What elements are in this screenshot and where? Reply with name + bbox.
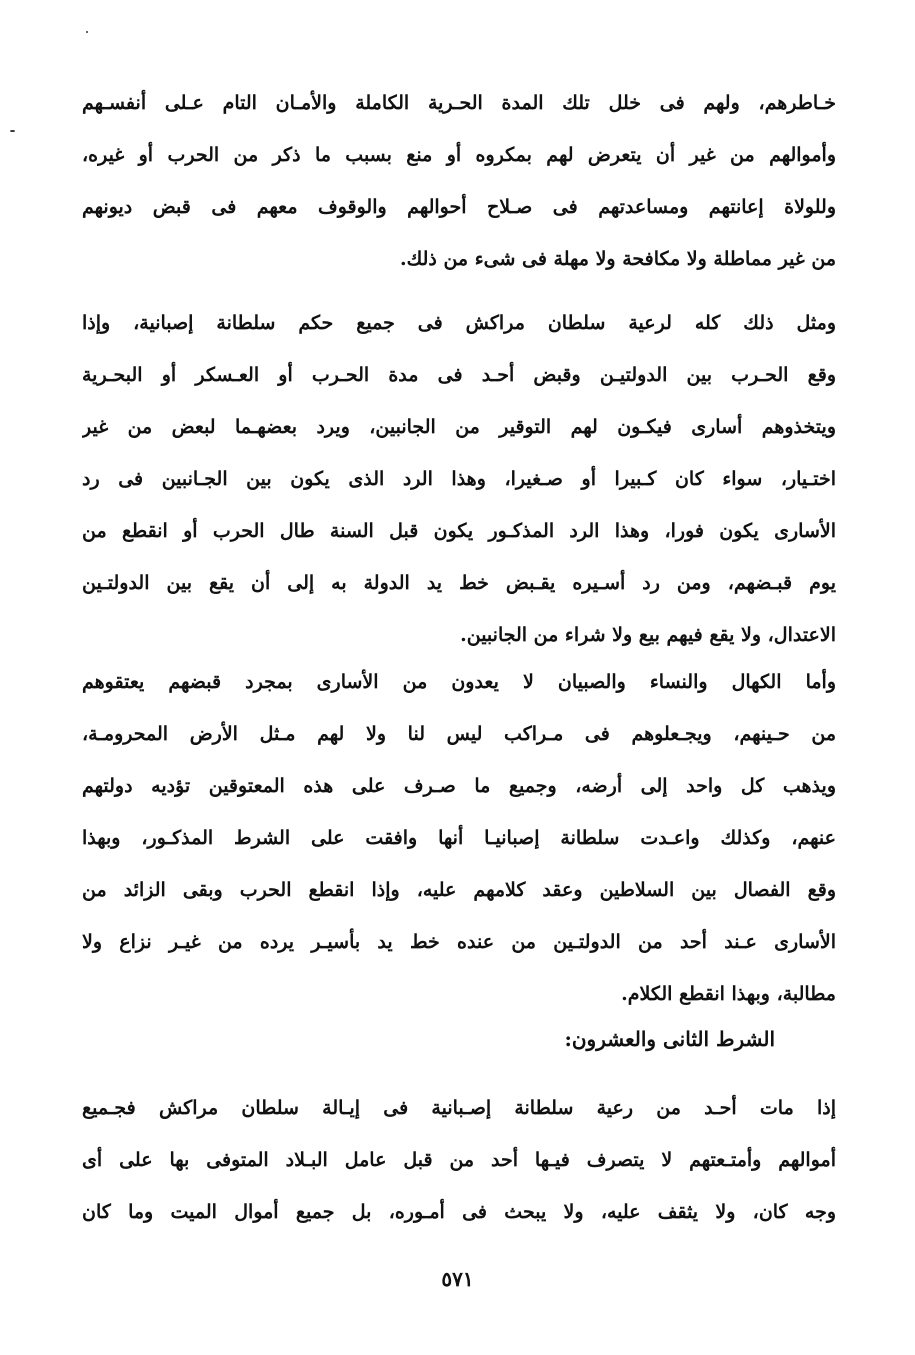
text-line: وقع الحـرب بين الدولتيـن وقبض أحـد فى مدة الحـرب أو العـسكر أو البحـرية (82, 364, 836, 386)
text-line: وقع الفصال بين السلاطين وعقد كلامهم عليه، وإذا انقطع الحرب وبقى الزائد من (82, 879, 836, 901)
text-line: عنهم، وكذلك واعـدت سلطانة إصبانيـا أنها وافقت على الشرط المذكـور، وبهذا (82, 827, 836, 849)
text-line: يوم قبـضهم، ومن رد أسـيره يقـبض خط يد الدولة به إلى أن يقع بين الدولتـين (82, 572, 836, 594)
text-line: وجه كان، ولا يثقف عليه، ولا يبحث فى أمـوره، بل جميع أموال الميت وما كان (82, 1201, 836, 1223)
paragraph-1 (82, 77, 836, 285)
text-line: ويتخذوهم أسارى فيكـون لهم التوقير من الجانبين، ويرد بعضهـما لبعض من غير (82, 416, 836, 438)
text-line: أموالهم وأمتـعتهم لا يتصرف فيـها أحد من قبل عامل البـلاد المتوفى بها على أى (82, 1149, 836, 1171)
text-line: من غير مماطلة ولا مكافحة ولا مهلة فى شىء من ذلك. (399, 248, 836, 270)
page-number: ٥٧١ (441, 1267, 474, 1291)
paragraph-4 (82, 1082, 836, 1238)
paragraph-2 (82, 297, 836, 661)
text-line: مطالبة، وبهذا انقطع الكلام. (621, 983, 836, 1005)
text-line: من حـينهم، ويجـعلوهم فى مـراكب ليس لنا ولا لهم مـثل الأرض المحرومـة، (82, 723, 836, 745)
text-line: ومثل ذلك كله لرعية سلطان مراكش فى جميع حكم سلطانة إصبانية، وإذا (82, 312, 836, 334)
text-line: ويذهب كل واحد إلى أرضه، وجميع ما صـرف على هذه المعتوقين تؤديه دولتهم (82, 775, 836, 797)
text-line: الأسارى عـند أحد من الدولتـين من عنده خط يد بأسيـر يرده من غيـر نزاع ولا (82, 931, 836, 953)
text-line: وأموالهم من غير أن يتعرض لهم بمكروه أو منع بسبب ما ذكر من الحرب أو غيره، (82, 144, 836, 166)
scan-speck (86, 31, 88, 33)
text-line: الأسارى يكون فورا، وهذا الرد المذكـور يكون قبل السنة طال الحرب أو انقطع من (82, 520, 836, 542)
paragraph-3 (82, 656, 836, 1020)
text-line: وأما الكهال والنساء والصبيان لا يعدون من الأسارى بمجرد قبضهم يعتقوهم (82, 671, 836, 693)
text-line: الاعتدال، ولا يقع فيهم بيع ولا شراء من الجانبين. (460, 624, 836, 646)
scan-speck (10, 130, 15, 132)
text-line: وللولاة إعانتهم ومساعدتهم فى صـلاح أحوالهم والوقوف معهم فى قبض ديونهم (82, 196, 836, 218)
text-line: اختـيار، سواء كان كـبيرا أو صـغيرا، وهذا الرد الذى يكون بين الجـانبين فى رد (82, 468, 836, 490)
text-line: إذا مات أحـد من رعية سلطانة إصـبانية فى إيـالة سلطان مراكش فجـميع (82, 1097, 836, 1119)
text-line: خـاطرهم، ولهم فى خلل تلك المدة الحـرية الكاملة والأمـان التام عـلى أنفسـهم (82, 92, 836, 114)
section-heading: الشرط الثانى والعشرون: (564, 1027, 775, 1051)
